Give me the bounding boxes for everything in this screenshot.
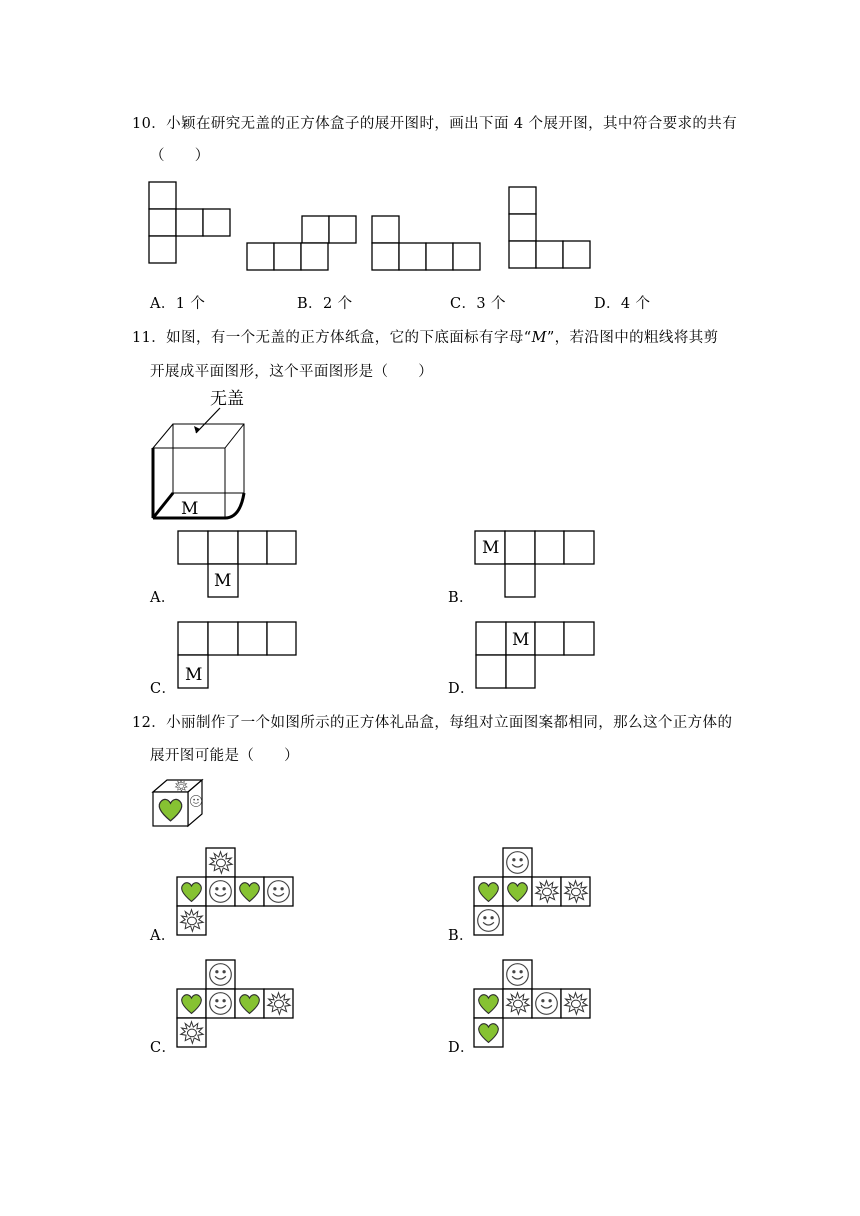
q12-option-b[interactable]: B． xyxy=(448,928,474,944)
q10-text: 10．小颖在研究无盖的正方体盒子的展开图时，画出下面 4 个展开图，其中符合要求的共有 xyxy=(132,116,738,132)
q12-net-b xyxy=(474,848,590,935)
q12-net-c xyxy=(177,960,293,1047)
smiley-icon xyxy=(190,795,201,806)
svg-text:M: M xyxy=(512,630,530,650)
q12-option-a[interactable]: A． xyxy=(150,928,176,944)
q10-option-c[interactable]: C．3 个 xyxy=(450,296,506,312)
q11-option-b[interactable]: B． xyxy=(448,590,474,606)
q12-option-d[interactable]: D． xyxy=(448,1040,475,1056)
q11-cube-label: 无盖 xyxy=(210,389,244,408)
svg-text:M: M xyxy=(214,571,232,591)
svg-text:M: M xyxy=(482,538,500,558)
q11-text-line2: 开展成平面图形，这个平面图形是（ ） xyxy=(150,364,434,380)
q10-answer-blank: （ ） xyxy=(150,148,210,164)
q12-gift-cube xyxy=(153,780,202,826)
q12-option-c[interactable]: C． xyxy=(150,1040,177,1056)
q11-option-c[interactable]: C． xyxy=(150,681,177,697)
q10-option-a[interactable]: A．1 个 xyxy=(150,296,206,312)
q12-text: 12．小丽制作了一个如图所示的正方体礼品盒，每组对立面图案都相同，那么这个正方体的 xyxy=(132,715,733,731)
q12-net-d xyxy=(474,960,590,1047)
svg-text:M: M xyxy=(185,665,203,685)
q11-option-d[interactable]: D． xyxy=(448,681,475,697)
q11-text: 11．如图，有一个无盖的正方体纸盒，它的下底面标有字母“M”，若沿图中的粗线将其剪 xyxy=(132,330,719,346)
q12-text-line2: 展开图可能是（ ） xyxy=(150,748,299,764)
q10-option-d[interactable]: D．4 个 xyxy=(594,296,651,312)
q10-option-b[interactable]: B．2 个 xyxy=(297,296,353,312)
q12-net-a xyxy=(177,848,293,935)
q11-option-a[interactable]: A． xyxy=(150,590,176,606)
q11-cube-letter: M xyxy=(181,499,199,519)
